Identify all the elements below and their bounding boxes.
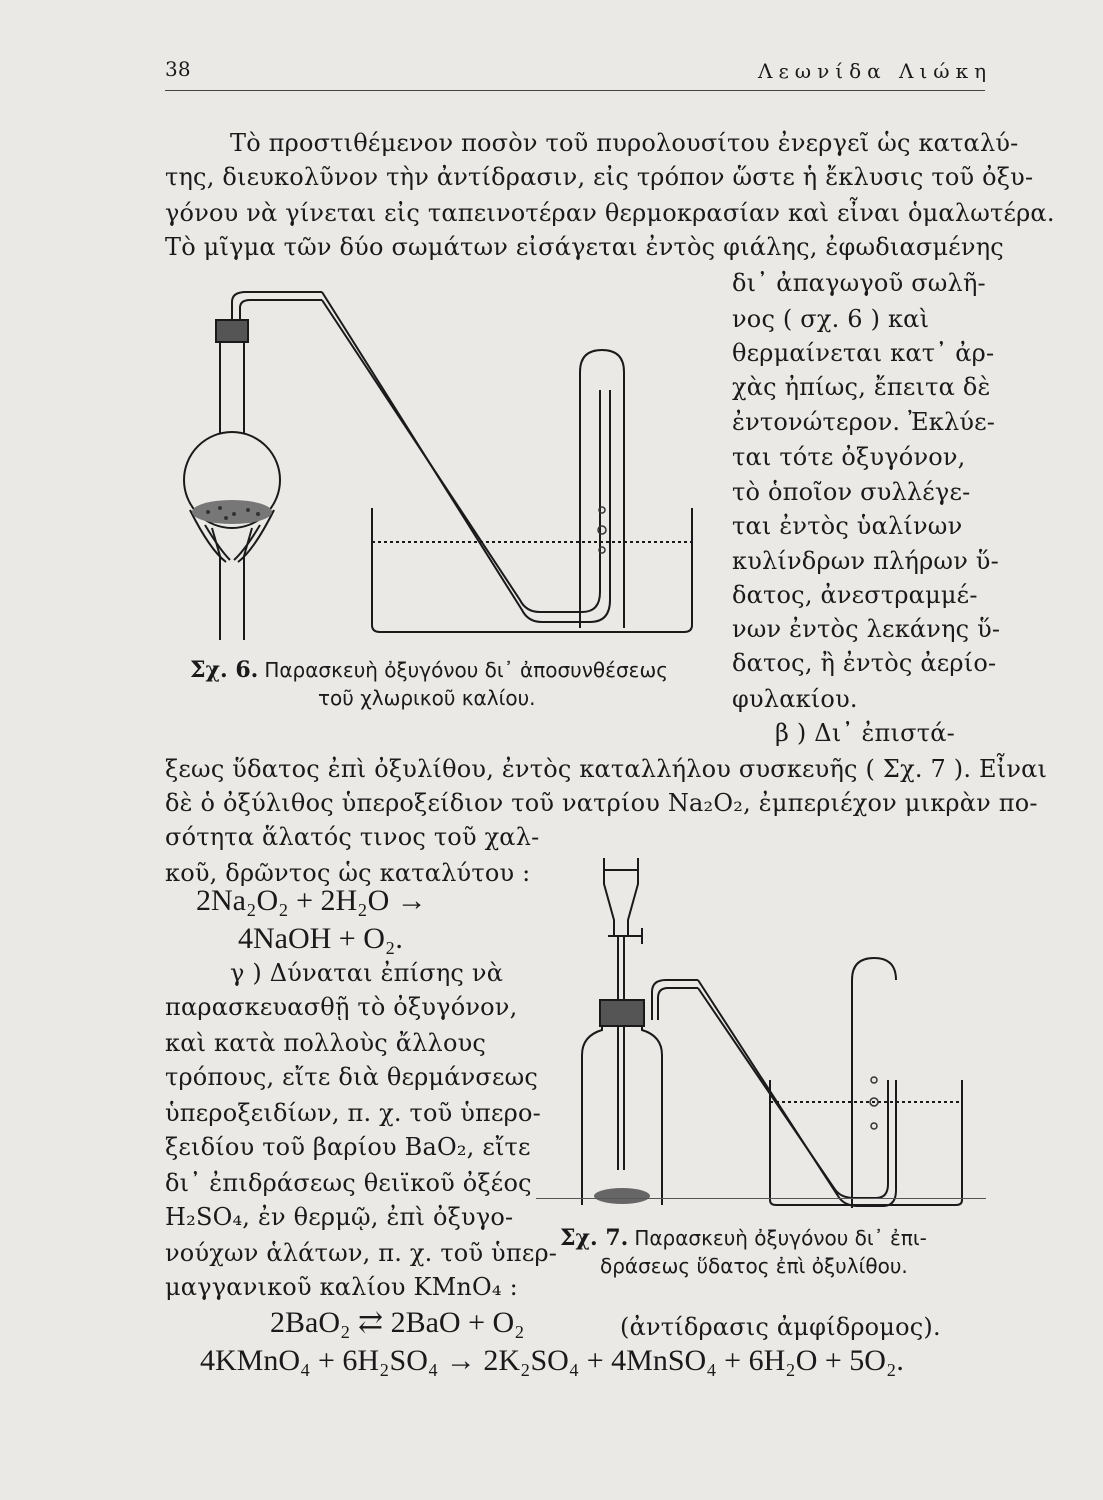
text-line: θερμαίνεται κατ᾽ ἀρ-: [732, 339, 995, 367]
figure-7-label: Σχ. 7.: [560, 1225, 629, 1251]
text-fragment: ξειδίου τοῦ βαρίου: [165, 1133, 405, 1161]
text-line: τρόπους, εἴτε διὰ θερμάνσεως: [165, 1063, 539, 1091]
header-rule: [165, 90, 985, 91]
text-line: [165, 786, 1038, 820]
text-line: δατος, ἢ ἐντὸς ἀερίο-: [732, 649, 997, 677]
text-line: σότητα ἅλατός τινος τοῦ χαλ-: [165, 823, 540, 851]
text-line: [165, 1200, 513, 1234]
formula-na2o2: Na₂O₂: [667, 789, 744, 817]
figure-6-label: Σχ. 6.: [190, 657, 259, 683]
text-line: δι᾽ ἐπιδράσεως θειϊκοῦ ὀξέος: [165, 1169, 532, 1197]
text-line: δατος, ἀνεστραμμέ-: [732, 581, 978, 609]
text-line: κυλίνδρων πλήρων ὕ-: [732, 547, 999, 575]
equation-3-rhs: 2BaO + O₂: [390, 1306, 525, 1339]
text-line: ὑπεροξειδίων, π. χ. τοῦ ὑπερο-: [165, 1099, 541, 1127]
text-line: τὸ ὁποῖον συλλέγε-: [732, 478, 971, 506]
equation-1: 2Na₂O₂ + 2H₂O →: [196, 884, 427, 917]
formula-kmno4: KMnO₄: [413, 1273, 502, 1301]
text-line: φυλακίου.: [732, 685, 858, 713]
text-line: παρασκευασθῇ τὸ ὀξυγόνον,: [165, 993, 518, 1021]
text-line: ἐντονώτερον. Ἐκλύε-: [732, 408, 996, 436]
equation-3: [270, 1304, 525, 1342]
text-fragment: :: [501, 1273, 518, 1301]
figure-6-apparatus: [150, 280, 710, 655]
page-number: 38: [165, 57, 191, 81]
figure-6-caption-line2: τοῦ χλωρικοῦ καλίου.: [318, 686, 536, 710]
text-line: [165, 1130, 531, 1164]
text-line: Τὸ προστιθέμενον ποσὸν τοῦ πυρολουσίτου ἐνεργεῖ ὡς καταλύ-: [230, 129, 1019, 157]
equation-3-note: (ἀντίδρασις ἀμφίδρομος).: [620, 1313, 941, 1341]
text-line: δι᾽ ἀπαγωγοῦ σωλῆ-: [732, 269, 986, 297]
text-fragment: δὲ ὁ ὀξύλιθος ὑπεροξείδιον τοῦ νατρίου: [165, 789, 668, 817]
figure-7-baseline: [536, 1198, 986, 1199]
text-line: νος ( σχ. 6 ) καὶ: [732, 305, 930, 333]
text-fragment: μαγγανικοῦ καλίου: [165, 1273, 414, 1301]
figure-7-apparatus: [538, 840, 988, 1210]
text-line: νων ἐντὸς λεκάνης ὕ-: [732, 615, 1001, 643]
text-line: καὶ κατὰ πολλοὺς ἄλλους: [165, 1029, 487, 1057]
text-line: γόνου νὰ γίνεται εἰς ταπεινοτέραν θερμοκρασίαν καὶ εἶναι ὁμαλωτέρα.: [165, 199, 1055, 227]
running-head: Λεωνίδα Λιώκη: [758, 59, 993, 83]
equation-2: 4NaOH + O₂.: [238, 922, 403, 955]
text-line: ξεως ὕδατος ἐπὶ ὀξυλίθου, ἐντὸς καταλλήλου συσκευῆς ( Σχ. 7 ). Εἶναι: [165, 755, 1048, 783]
text-line: κοῦ, δρῶντος ὡς καταλύτου :: [165, 859, 531, 887]
figure-6-caption-line1: Παρασκευὴ ὀξυγόνου δι᾽ ἀποσυνθέσεως: [264, 658, 668, 682]
figure-7-caption-line1: Παρασκευὴ ὀξυγόνου δι᾽ ἐπι-: [634, 1226, 927, 1250]
text-fragment: , εἴτε: [466, 1133, 531, 1161]
text-fragment: , ἐμπεριέχον μικρὰν πο-: [743, 789, 1038, 817]
figure-6-caption: [190, 656, 668, 684]
text-line: χὰς ἠπίως, ἔπειτα δὲ: [732, 373, 991, 401]
equation-3-arrow: ⇄: [357, 1306, 384, 1339]
equation-4: 4KMnO₄ + 6H₂SO₄ → 2K₂SO₄ + 4MnSO₄ + 6H₂O + 5O₂.: [200, 1344, 904, 1377]
text-line: νούχων ἁλάτων, π. χ. τοῦ ὑπερ-: [165, 1239, 558, 1267]
text-line: ται τότε ὀξυγόνον,: [732, 443, 966, 471]
text-line: της, διευκολῦνον τὴν ἀντίδρασιν, εἰς τρόπον ὥστε ἡ ἔκλυσις τοῦ ὀξυ-: [165, 163, 1034, 191]
text-line: β ) Δι᾽ ἐπιστά-: [775, 719, 955, 747]
text-fragment: , ἐν θερμῷ, ἐπὶ ὀξυγο-: [242, 1203, 514, 1231]
text-line: Τὸ μῖγμα τῶν δύο σωμάτων εἰσάγεται ἐντὸς φιάλης, ἐφωδιασμένης: [165, 233, 1004, 261]
equation-3-lhs: 2BaO₂: [270, 1306, 351, 1339]
formula-h2so4: H₂SO₄: [165, 1203, 243, 1231]
formula-bao2: BaO₂: [404, 1133, 467, 1161]
figure-7-caption-line2: δράσεως ὕδατος ἐπὶ ὀξυλίθου.: [600, 1254, 908, 1278]
figure-7-caption: [560, 1224, 927, 1252]
text-line: γ ) Δύναται ἐπίσης νὰ: [230, 959, 504, 987]
text-line: ται ἐντὸς ὑαλίνων: [732, 512, 963, 540]
text-line: [165, 1270, 518, 1304]
